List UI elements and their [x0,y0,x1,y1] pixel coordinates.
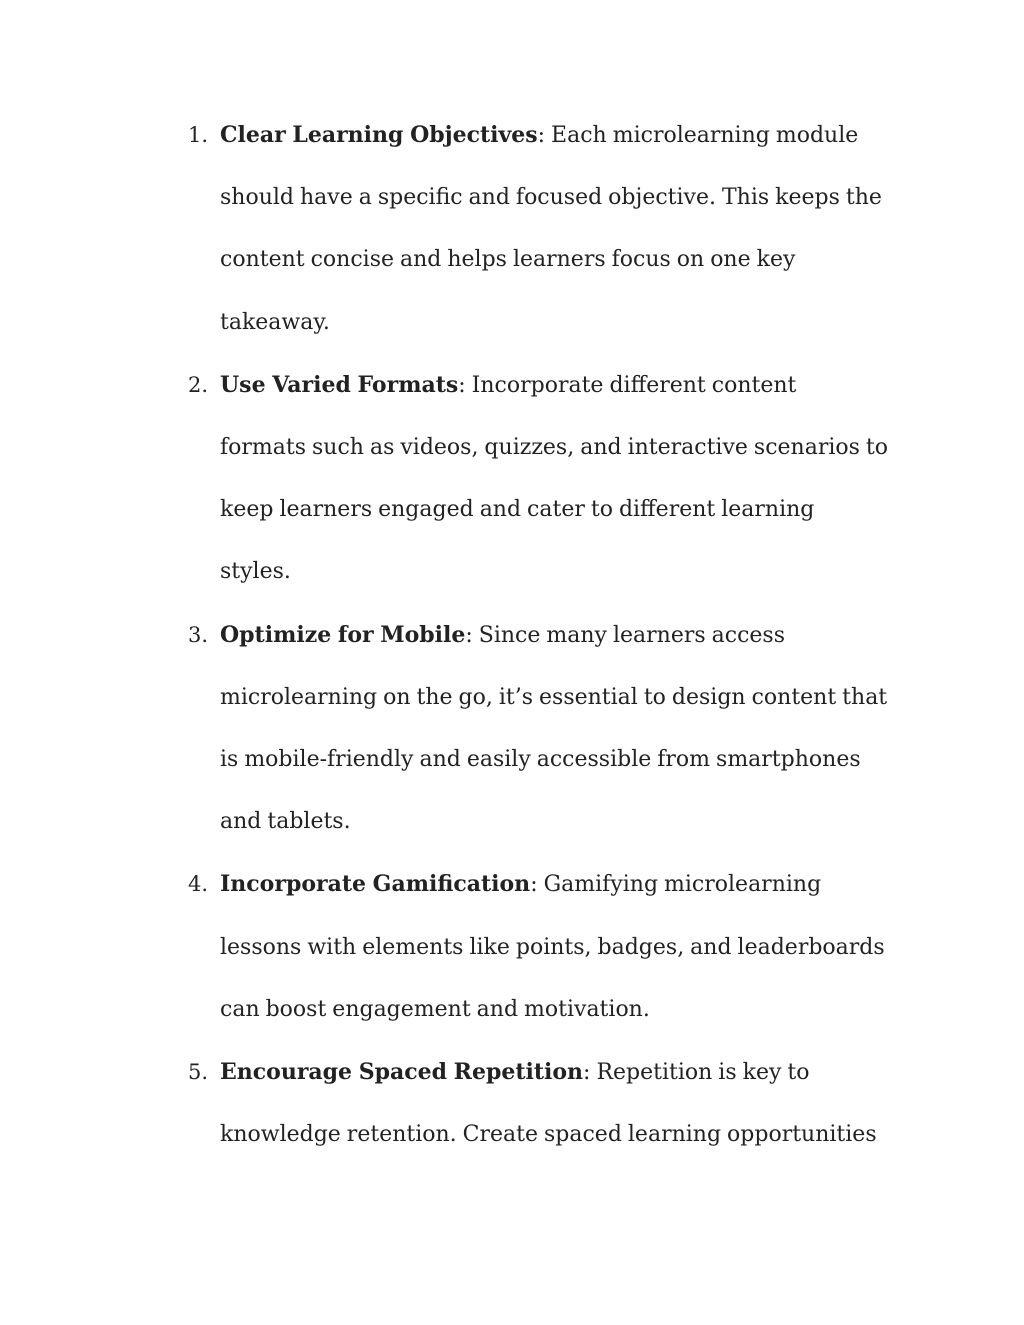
list-item [188,104,888,354]
list-text: : Incorporate different content formats such as videos, quizzes, and interactive scenarios to keep learners engaged and cater to different learning styles. [220,372,888,585]
list-number: 4. [188,872,209,897]
list-item [188,604,888,854]
list-term: Incorporate Gamification [220,871,531,898]
best-practices-list [188,104,888,1166]
list-term: Optimize for Mobile [220,621,466,648]
list-term: Encourage Spaced Repetition [220,1059,584,1086]
list-text: : Each microlearning module should have a specific and focused objective. This keeps the content concise and helps learners focus on one key takeaway. [220,123,882,335]
list-term: Clear Learning Objectives [220,122,538,148]
list-term: Use Varied Formats [220,371,459,398]
list-number: 2. [188,372,209,397]
list-text: : Since many learners access microlearning on the go, it’s essential to design content that is mobile-friendly and easily accessible from smartphones and tablets. [220,622,888,835]
list-number: 3. [188,622,209,647]
list-number: 5. [188,1060,209,1085]
list-item [188,1041,888,1166]
list-number: 1. [188,123,209,147]
list-item [188,853,888,1041]
list-item [188,354,888,604]
list-text: : Gamifying microlearning lessons with elements like points, badges, and leaderboards can boost engagement and motivation. [220,872,885,1022]
list-text: : Repetition is key to knowledge retention. Create spaced learning opportunities [220,1060,877,1148]
